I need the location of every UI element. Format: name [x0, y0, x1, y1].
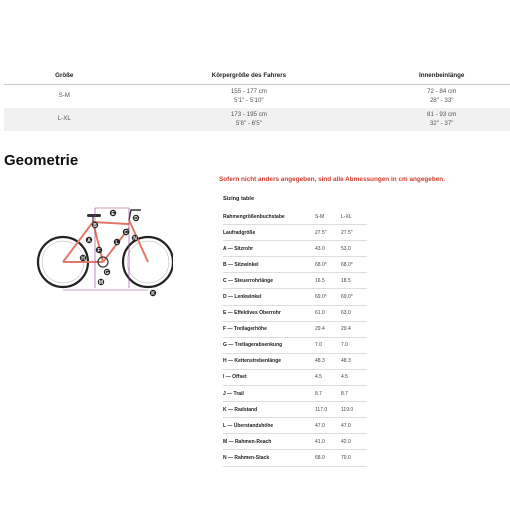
height-ft: 5'8" - 6'5" — [235, 119, 262, 127]
frame-letter-header: Rahmengrößenbuchstabe — [223, 209, 315, 225]
value-sm: 117.0 — [315, 402, 341, 418]
table-row — [223, 241, 367, 257]
value-sm: 29.4 — [315, 321, 341, 337]
measurement-name: N — Rahmen-Stack — [223, 450, 315, 466]
geometry-header-row — [223, 209, 367, 225]
value-sm: 69.0° — [315, 289, 341, 305]
value-lxl: 119.0 — [341, 402, 367, 418]
svg-text:M: M — [98, 279, 104, 286]
value-lxl: 7.0 — [341, 337, 367, 353]
value-sm: 41.0 — [315, 434, 341, 450]
measurement-name: J — Trail — [223, 386, 315, 402]
value-sm: 4.5 — [315, 369, 341, 385]
size-sm-header: S-M — [315, 209, 341, 225]
table-row — [223, 321, 367, 337]
diagram-label — [80, 255, 86, 262]
svg-text:F: F — [97, 247, 101, 254]
table-row — [223, 225, 367, 241]
measurement-name: C — Steuerrohrlänge — [223, 273, 315, 289]
measurement-name: F — Tretlagerhöhe — [223, 321, 315, 337]
height-cm: 173 - 195 cm — [230, 111, 267, 118]
table-row — [223, 434, 367, 450]
table-row — [223, 337, 367, 353]
table-row — [223, 418, 367, 434]
diagram-label — [110, 210, 116, 217]
size-table — [4, 66, 510, 131]
value-sm: 16.5 — [315, 273, 341, 289]
height-value — [124, 108, 373, 131]
bike-geometry-diagram — [33, 200, 173, 300]
height-cm: 155 - 177 cm — [230, 88, 267, 95]
size-value: L-XL — [4, 108, 124, 131]
value-lxl: 42.0 — [341, 434, 367, 450]
table-row — [223, 305, 367, 321]
measurement-name: K — Radstand — [223, 402, 315, 418]
value-lxl: 29.4 — [341, 321, 367, 337]
header-size: Größe — [4, 66, 124, 85]
measurement-name: L — Überstandshöhe — [223, 418, 315, 434]
table-row — [223, 289, 367, 305]
table-row — [223, 257, 367, 273]
diagram-label — [104, 269, 110, 276]
value-lxl: 48.3 — [341, 353, 367, 369]
header-rider-height: Körpergröße des Fahrers — [124, 66, 373, 85]
diagram-label — [92, 222, 98, 229]
value-lxl: 63.0 — [341, 305, 367, 321]
measurement-name: G — Tretlagerabsenkung — [223, 337, 315, 353]
value-sm: 27.5" — [315, 225, 341, 241]
geometry-table — [223, 209, 367, 467]
diagram-label — [150, 290, 156, 297]
value-lxl: 27.5" — [341, 225, 367, 241]
inseam-in: 32" - 37" — [429, 119, 454, 127]
value-sm: 61.0 — [315, 305, 341, 321]
measurement-name: D — Lenkwinkel — [223, 289, 315, 305]
measurement-name: I — Offset — [223, 369, 315, 385]
height-ft: 5'1" - 5'10" — [234, 96, 264, 104]
value-lxl: 70.0 — [341, 450, 367, 466]
size-table-header — [4, 66, 510, 85]
value-sm: 8.7 — [315, 386, 341, 402]
value-sm: 47.0 — [315, 418, 341, 434]
units-note: Sofern nicht anders angegeben, sind alle Abmessungen in cm angegeben. — [219, 176, 445, 183]
diagram-label — [132, 235, 138, 242]
diagram-label — [133, 215, 139, 222]
header-inseam: Innenbeinlänge — [373, 66, 510, 85]
size-value: S-M — [4, 85, 124, 109]
svg-text:B: B — [93, 222, 97, 229]
measurement-name: B — Sitzwinkel — [223, 257, 315, 273]
measurement-name: E — Effektives Oberrohr — [223, 305, 315, 321]
value-sm: 68.0° — [315, 257, 341, 273]
sizing-table-label: Sizing table — [223, 196, 255, 202]
value-lxl: 69.0° — [341, 289, 367, 305]
measurement-name: Laufradgröße — [223, 225, 315, 241]
table-row — [223, 450, 367, 466]
svg-text:G: G — [105, 269, 109, 276]
size-lxl-header: L-XL — [341, 209, 367, 225]
svg-text:E: E — [111, 210, 115, 217]
diagram-label — [114, 239, 120, 246]
svg-text:L: L — [115, 239, 119, 246]
table-row — [223, 386, 367, 402]
height-value — [124, 85, 373, 109]
value-lxl: 4.5 — [341, 369, 367, 385]
svg-text:K: K — [151, 290, 155, 297]
inseam-cm: 72 - 84 cm — [427, 88, 457, 95]
inseam-value — [373, 108, 510, 131]
table-row — [223, 353, 367, 369]
table-row — [223, 402, 367, 418]
value-lxl: 8.7 — [341, 386, 367, 402]
value-lxl: 47.0 — [341, 418, 367, 434]
table-row — [4, 85, 510, 109]
svg-text:N: N — [133, 235, 137, 242]
value-sm: 43.0 — [315, 241, 341, 257]
inseam-value — [373, 85, 510, 109]
inseam-cm: 81 - 93 cm — [427, 111, 457, 118]
value-sm: 48.3 — [315, 353, 341, 369]
value-lxl: 68.0° — [341, 257, 367, 273]
svg-text:C: C — [124, 229, 128, 236]
svg-text:A: A — [87, 237, 91, 244]
geometry-title: Geometrie — [4, 152, 79, 169]
table-row — [223, 273, 367, 289]
value-sm: 7.0 — [315, 337, 341, 353]
diagram-label — [98, 279, 104, 286]
value-lxl: 18.5 — [341, 273, 367, 289]
table-row — [223, 369, 367, 385]
inseam-in: 28" - 33" — [429, 96, 454, 104]
diagram-label — [86, 237, 92, 244]
measurement-name: H — Kettenstrebenlänge — [223, 353, 315, 369]
svg-text:D: D — [134, 215, 138, 222]
table-row — [4, 108, 510, 131]
measurement-name: M — Rahmen-Reach — [223, 434, 315, 450]
measurement-name: A — Sitzrohr — [223, 241, 315, 257]
value-lxl: 53.0 — [341, 241, 367, 257]
value-sm: 68.0 — [315, 450, 341, 466]
saddle-icon — [87, 214, 101, 217]
svg-text:H: H — [81, 255, 85, 262]
diagram-label — [123, 229, 129, 236]
